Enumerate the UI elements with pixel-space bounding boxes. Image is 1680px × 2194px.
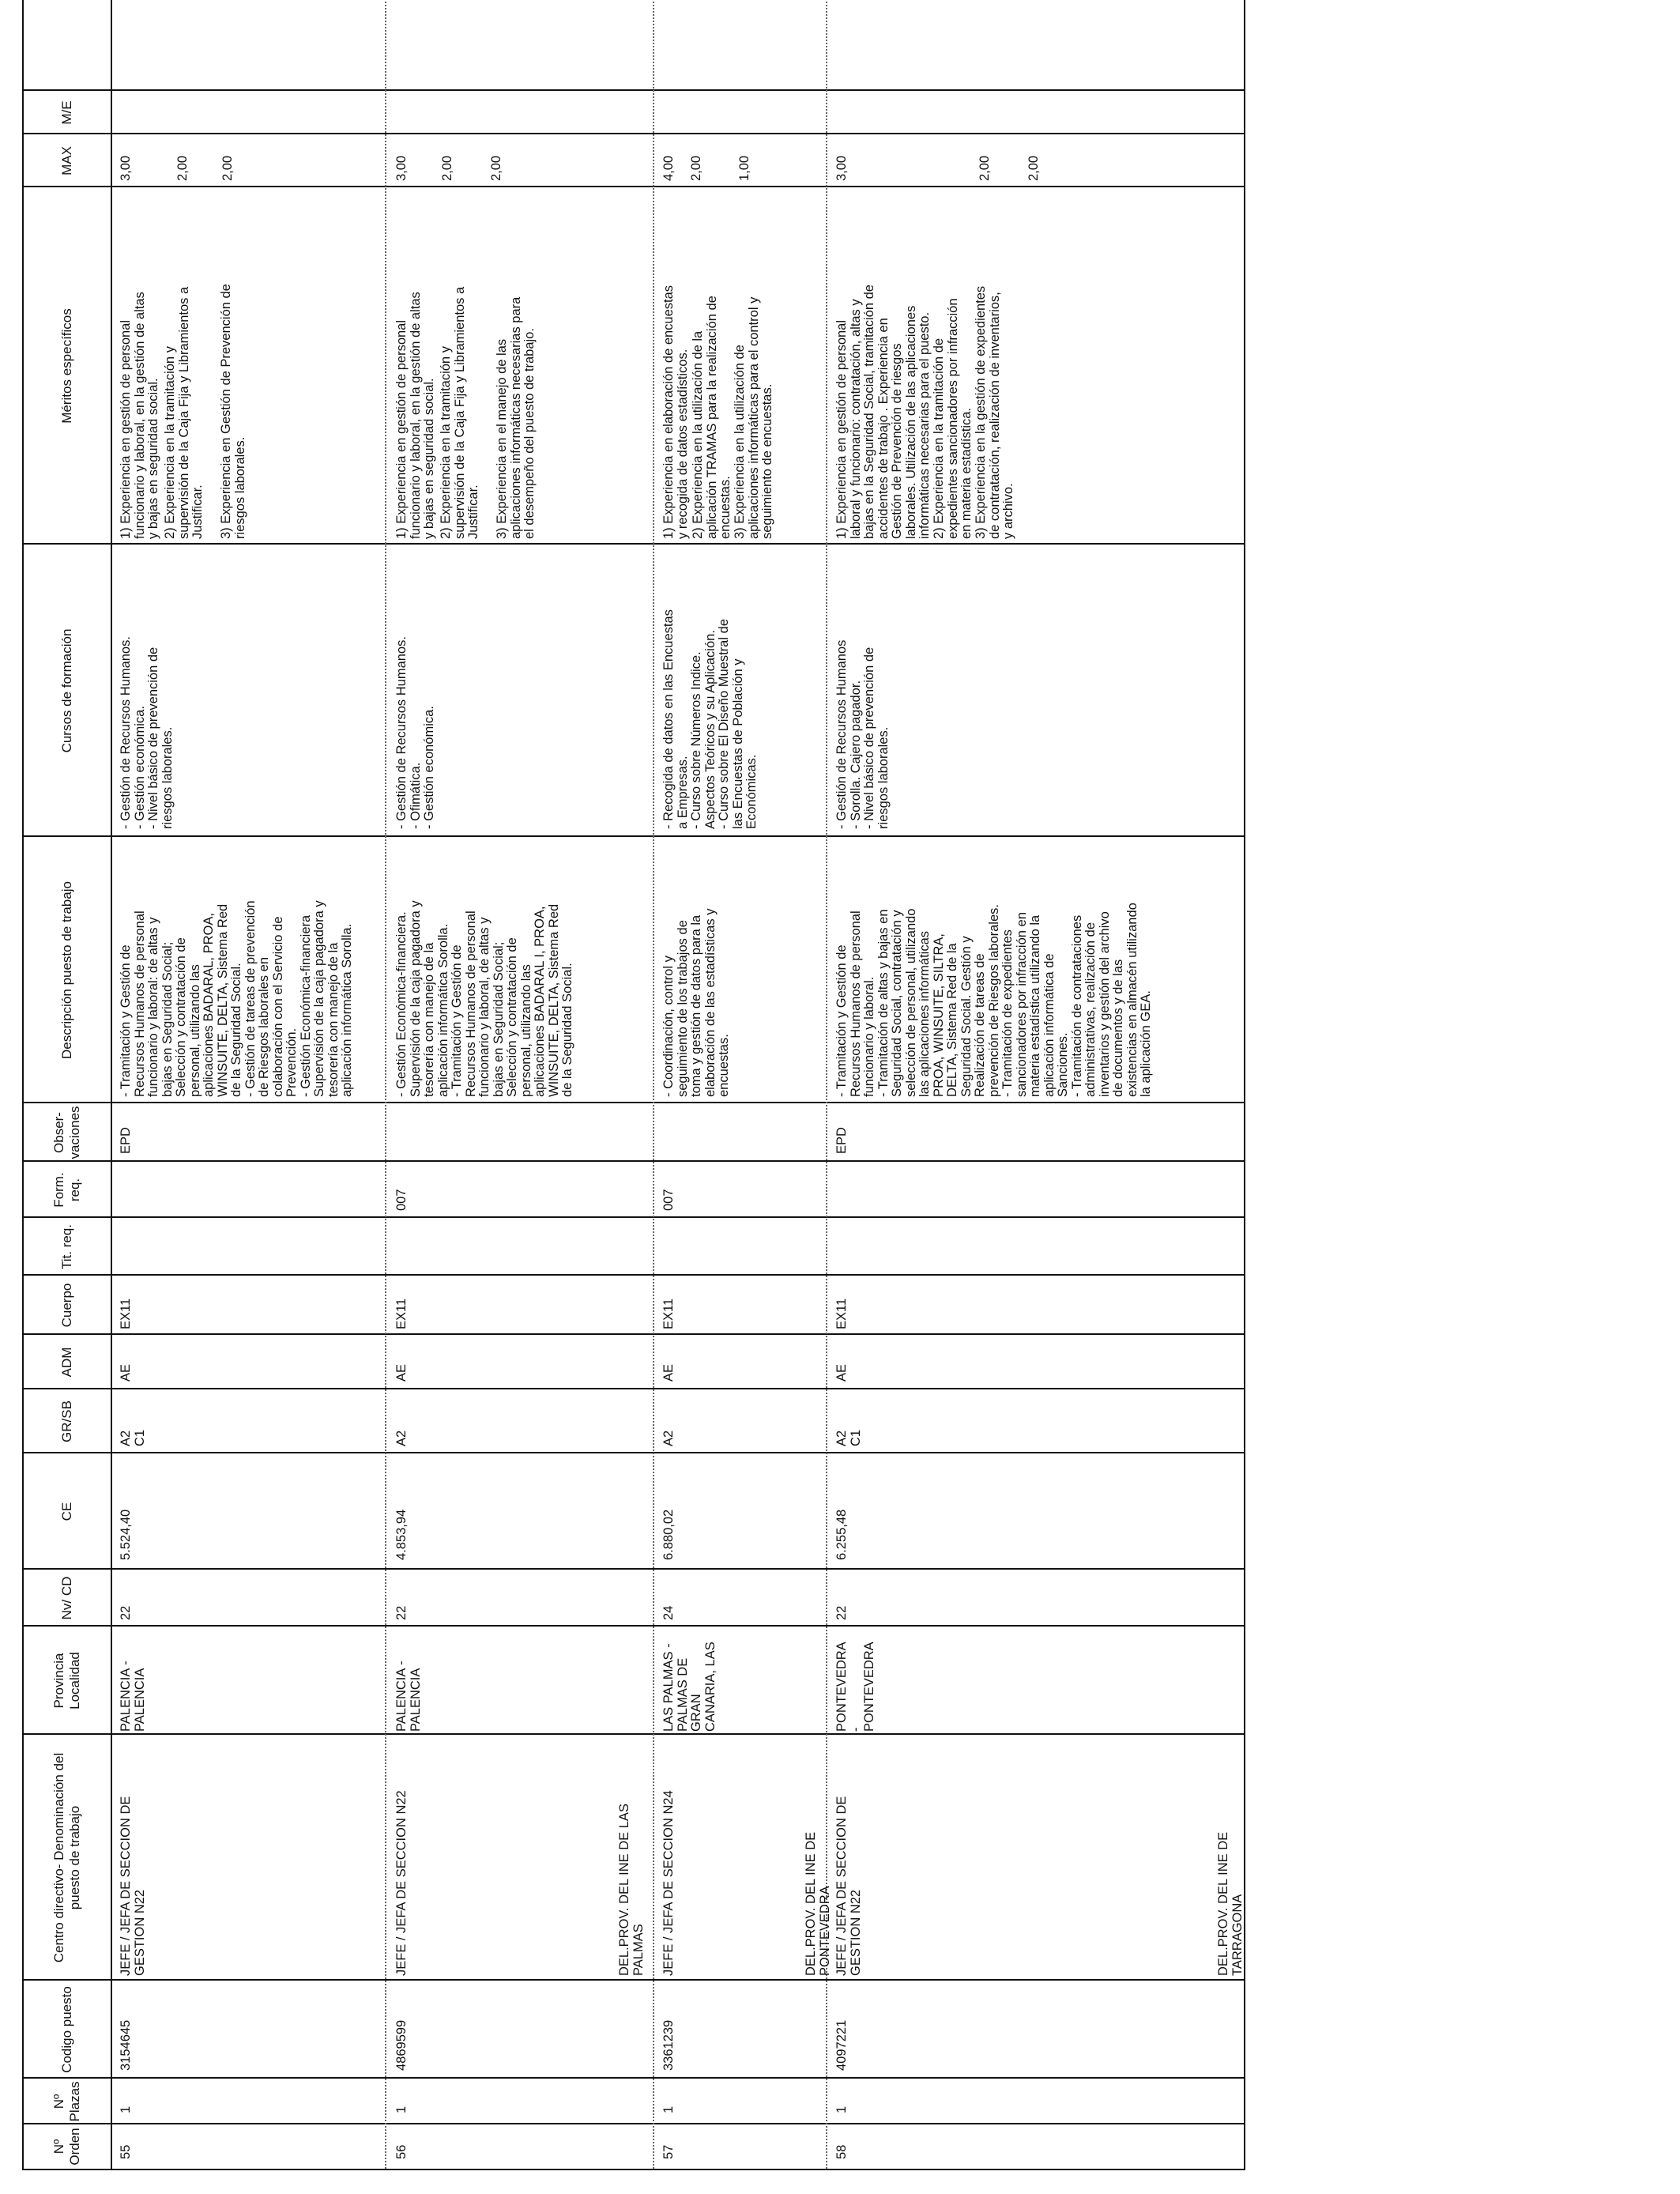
cell-merito: 3) Experiencia en Gestión de Prevención de riesgos laborales.	[219, 284, 247, 539]
cell-nivel: 22	[834, 1605, 849, 1620]
cell-obs: EPD	[834, 1127, 849, 1154]
header-cuerpo: Cuerpo	[59, 1283, 74, 1328]
cell-max: 2,00	[977, 155, 992, 181]
cell-centro: JEFE / JEFA DE SECCION N22	[394, 1790, 409, 1976]
header-max: MAX	[59, 146, 74, 175]
cell-codigo: 4097221	[834, 2019, 849, 2071]
header-form: Form. req.	[51, 1172, 82, 1208]
cell-grsb: A2 C1	[834, 1429, 863, 1446]
cell-merito: 1) Experiencia en gestión de personal laboral y funcionario: contratación, altas y bajas en la Seguridad Social, tramitación de accidentes de trabajo . Experiencia en Gestión de Prevención de riesgos laborales. Utilización de las aplicaciones informáticas necesarias para el puesto.	[834, 285, 932, 539]
cell-codigo: 3361239	[661, 2019, 676, 2071]
cell-provincia: PALENCIA - PALENCIA	[394, 1661, 423, 1732]
header-descripcion: Descripción puesto de trabajo	[59, 881, 74, 1059]
cell-cuerpo: EX11	[834, 1298, 849, 1329]
column-divider	[24, 1568, 1244, 1570]
cell-provincia: PALENCIA - PALENCIA	[119, 1661, 147, 1732]
header-codigo: Codigo puesto	[59, 1986, 74, 2073]
table-header-row	[24, 0, 112, 2169]
cell-max: 3,00	[119, 155, 133, 181]
cell-obs: EPD	[119, 1127, 133, 1154]
cell-nivel: 22	[394, 1605, 409, 1620]
cell-grsb: A2	[661, 1430, 676, 1446]
cell-descripcion: - Gestión Económica-financiera. Supervisión de la caja pagadora y tesorería con manejo de la aplicación informática Sorolla. - Tramitación y Gestión de Recursos Humanos de personal funcionario y laboral, de altas y bajas en Seguridad Social; Selección y contratación de personal, utilizando las aplicaciones BADARAL I, PROA, WINSUITE, DELTA, Sistema Red de la Seguridad Social.	[394, 900, 574, 1097]
cell-merito: 2) Experiencia en la tramitación y supervisión de la Caja Fija y Libramientos a Justificar.	[163, 286, 205, 539]
trailing-centro: DEL.PROV. DEL INE DE TARRAGONA	[1216, 1831, 1245, 1976]
cell-merito: 2) Experiencia en la tramitación de expedientes sancionadores por infracción en materia estadística.	[932, 298, 974, 539]
cell-merito: 2) Experiencia en la tramitación y supervisión de la Caja Fija y Libramientos a Justificar.	[439, 286, 480, 539]
cell-grsb: A2 C1	[119, 1429, 147, 1446]
header-plazas: Nº Plazas	[51, 2081, 82, 2122]
column-divider	[24, 133, 1244, 134]
cell-cursos: - Gestión de Recursos Humanos. - Gestión económica. - Nivel básico de prevención de riesgos laborales.	[119, 636, 175, 829]
header-me: M/E	[59, 100, 74, 125]
cell-merito: 3) Experiencia en la gestión de expedientes de contratación, realización de inventarios, y archivo.	[974, 285, 1015, 539]
column-divider	[24, 1160, 1244, 1162]
row-separator	[653, 0, 654, 2169]
row-separator	[385, 0, 386, 2169]
column-divider	[24, 1333, 1244, 1335]
header-tit: Tit. req.	[59, 1224, 74, 1269]
column-divider	[24, 1979, 1244, 1981]
header-cursos: Cursos de formación	[59, 628, 74, 753]
column-divider	[24, 1102, 1244, 1103]
cell-cuerpo: EX11	[394, 1298, 409, 1329]
cell-max: 2,00	[1026, 155, 1041, 181]
cell-orden: 57	[661, 2144, 676, 2159]
cell-descripcion: - Tramitación y Gestión de Recursos Humanos de personal funcionario y laboral. - Tramitación de altas y bajas en Seguridad Social, contratación y selección de personal, utilizando las aplicaciones informáticas PROA, WINSUITE, SILTRA, DELTA, Sistema Red de la Seguridad Social. Gestión y Realización de tareas de prevención de Riesgos laborales. - Tramitación de expedientes sancionadores por infracción en materia estadística utilizando la aplicación informática de Sanciones. - Tramitación de contrataciones administrativas, realización de inventarios y gestión del archivo de documentos y de las existencias en almacén utilizando la aplicación GEA.	[834, 903, 1153, 1097]
cell-cuerpo: EX11	[661, 1298, 676, 1329]
cell-plazas: 1	[661, 2105, 676, 2113]
column-divider	[24, 543, 1244, 545]
column-divider	[24, 1452, 1244, 1453]
cell-max: 2,00	[440, 155, 454, 181]
cell-nivel: 24	[661, 1605, 676, 1620]
header-adm: ADM	[59, 1347, 74, 1378]
header-nivel: Nv/ CD	[59, 1576, 74, 1620]
cell-provincia: PONTEVEDRA - PONTEVEDRA	[834, 1642, 876, 1732]
cell-cursos: - Gestión de Recursos Humanos - Sorolla. Cajero pagador. - Nivel básico de prevención de riesgos laborales.	[834, 639, 891, 829]
column-divider	[24, 1388, 1244, 1389]
cell-plazas: 1	[834, 2105, 849, 2113]
cell-adm: AE	[661, 1363, 676, 1382]
cell-cursos: - Gestión de Recursos Humanos. - Ofimática. - Gestión económica.	[394, 636, 436, 829]
cell-plazas: 1	[394, 2105, 409, 2113]
column-divider	[24, 186, 1244, 187]
column-divider	[24, 1274, 1244, 1276]
cell-merito: 1) Experiencia en elaboración de encuestas y recogida de datos estadísticos.	[661, 285, 690, 539]
header-centro: Centro directivo- Denominación del puesto de trabajo	[51, 1752, 82, 1963]
cell-descripcion: - Tramitación y Gestión de Recursos Humanos de personal funcionario y laboral: de altas y bajas en Seguridad Social; Selección y contratación de personal, utilizando las aplicaciones BADARAL, PROA, WINSUITE, DELTA, Sistema Red de la Seguridad Social. - Gestión de tareas de prevención de Riesgos laborales en colaboración con el Servicio de Prevención. - Gestión Económica-financiera Supervisión de la caja pagadora y tesorería con manejo de la aplicación informática Sorolla.	[119, 900, 354, 1097]
cell-merito: 1) Experiencia en gestión de personal funcionario y laboral, en la gestión de altas y bajas en seguridad social.	[119, 292, 160, 539]
column-divider	[24, 835, 1244, 837]
cell-provincia: LAS PALMAS - PALMAS DE GRAN CANARIA, LAS	[661, 1642, 718, 1732]
cell-centro-prefix: DEL.PROV. DEL INE DE LAS PALMAS	[617, 1804, 646, 1976]
cell-adm: AE	[834, 1363, 849, 1382]
cell-cursos: - Recogida de datos en las Encuestas a Empresas. - Curso sobre Números Indice. Aspectos Teóricos y su Aplicación. - Curso sobre El Diseño Muestral de las Encuestas de Población y Económicas.	[661, 609, 759, 829]
cell-orden: 58	[834, 2144, 849, 2159]
cell-max: 2,00	[175, 155, 190, 181]
header-provincia: Provincia Localidad	[51, 1652, 82, 1710]
column-divider	[24, 89, 1244, 91]
column-divider	[24, 1733, 1244, 1735]
header-ce: CE	[59, 1502, 74, 1521]
cell-adm: AE	[394, 1363, 409, 1382]
vacancy-table	[22, 0, 1245, 2170]
cell-centro: JEFE / JEFA DE SECCION DE GESTION N22	[834, 1796, 863, 1976]
cell-centro: JEFE / JEFA DE SECCION DE GESTION N22	[119, 1796, 147, 1976]
cell-ce: 6.880,02	[661, 1509, 676, 1560]
cell-cuerpo: EX11	[119, 1298, 133, 1329]
cell-centro-prefix: DEL.PROV. DEL INE DE PONTEVEDRA	[804, 1831, 832, 1976]
cell-max: 1,00	[737, 155, 751, 181]
cell-nivel: 22	[119, 1605, 133, 1620]
cell-form: 007	[394, 1189, 409, 1211]
column-divider	[24, 2077, 1244, 2079]
cell-descripcion: - Coordinación, control y seguimiento de los trabajos de toma y gestión de datos para la elaboración de las estadísticas y encuestas.	[661, 908, 731, 1097]
header-grsb: GR/SB	[59, 1400, 74, 1442]
cell-max: 3,00	[834, 155, 849, 181]
column-divider	[24, 1216, 1244, 1218]
cell-form: 007	[661, 1189, 676, 1211]
cell-merito: 2) Experiencia en la utilización de la aplicación TRAMAS para la realización de encuestas.	[691, 296, 733, 539]
cell-codigo: 4869599	[394, 2019, 409, 2071]
cell-ce: 6.255,48	[834, 1509, 849, 1560]
cell-grsb: A2	[394, 1430, 409, 1446]
cell-centro: JEFE / JEFA DE SECCION N24	[661, 1790, 676, 1976]
cell-adm: AE	[119, 1363, 133, 1382]
header-obs: Obser- vaciones	[51, 1106, 82, 1159]
cell-orden: 56	[394, 2144, 409, 2159]
header-meritos: Méritos específicos	[59, 308, 74, 424]
cell-max: 2,00	[220, 155, 235, 181]
cell-merito: 3) Experiencia en la utilización de aplicaciones informáticas para el control y seguimiento de encuestas.	[733, 296, 774, 539]
cell-orden: 55	[119, 2144, 133, 2159]
cell-max: 3,00	[394, 155, 409, 181]
cell-plazas: 1	[119, 2105, 133, 2113]
column-divider	[24, 1625, 1244, 1627]
cell-ce: 4.853,94	[394, 1509, 409, 1560]
cell-max: 2,00	[689, 155, 703, 181]
cell-max: 2,00	[489, 155, 503, 181]
cell-codigo: 3154645	[119, 2019, 133, 2071]
cell-merito: 3) Experiencia en el manejo de las aplicaciones informáticas necesarias para el desempeño del puesto de trabajo.	[495, 296, 537, 539]
cell-max: 4,00	[661, 155, 676, 181]
header-orden: Nº Orden	[51, 2128, 82, 2166]
column-divider	[24, 2123, 1244, 2124]
cell-ce: 5.524,40	[119, 1509, 133, 1560]
cell-merito: 1) Experiencia en gestión de personal funcionario y laboral, en la gestión de altas y bajas en seguridad social.	[394, 292, 436, 539]
